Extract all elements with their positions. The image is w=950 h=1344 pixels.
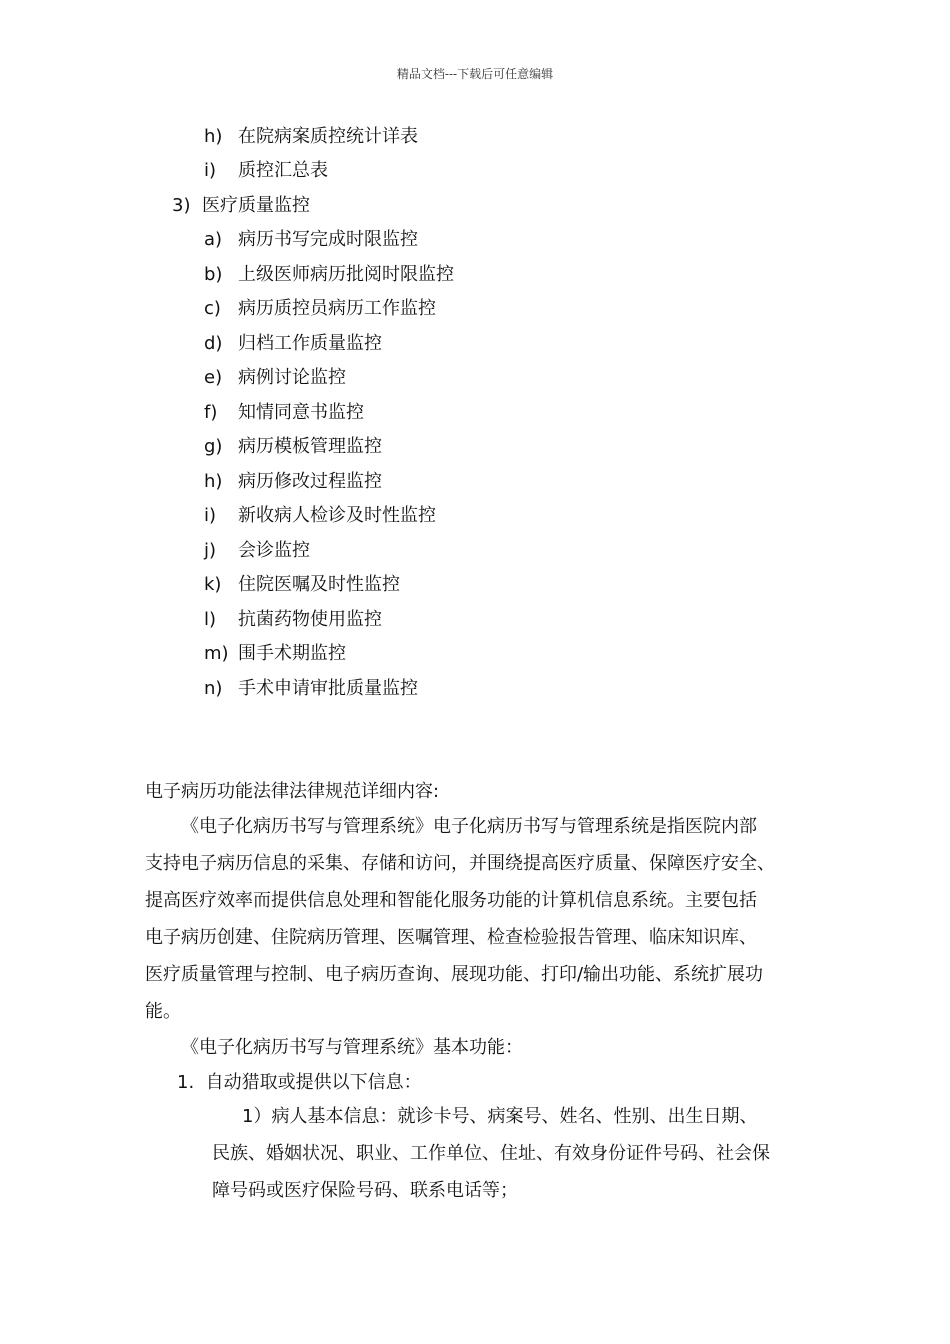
page-header: 精品文档---下载后可任意编辑 — [396, 67, 554, 81]
list-marker: g) — [204, 436, 223, 457]
list-marker: h) — [204, 126, 223, 147]
paragraph-line: 《电子化病历书写与管理系统》电子化病历书写与管理系统是指医院内部 — [181, 816, 757, 837]
paragraph-line: 障号码或医疗保险号码、联系电话等； — [212, 1180, 518, 1201]
list-marker: n) — [204, 677, 223, 699]
list-marker: b) — [204, 263, 223, 285]
list-item-text: 知情同意书监控 — [238, 401, 364, 423]
list-item — [204, 540, 310, 562]
section-marker: 3) — [172, 195, 191, 216]
section-heading — [172, 195, 310, 217]
section-title: 医疗质量监控 — [202, 195, 310, 216]
list-marker: d) — [204, 332, 223, 354]
list-item — [204, 402, 364, 424]
list-item-text: 围手术期监控 — [238, 643, 346, 664]
list-item — [204, 574, 400, 596]
paragraph-line: 民族、婚姻状况、职业、工作单位、住址、有效身份证件号码、社会保 — [212, 1143, 770, 1164]
list-item-text: 病历质控员病历工作监控 — [238, 298, 436, 319]
list-item-text: 归档工作质量监控 — [238, 332, 382, 354]
intro-paragraph — [145, 808, 775, 1030]
paragraph-line: 支持电子病历信息的采集、存储和访问，并围绕提高医疗质量、保障医疗安全、 — [145, 853, 775, 874]
list-item-text: 在院病案质控统计详表 — [238, 126, 418, 147]
sub-item-paragraph — [212, 1098, 770, 1209]
list-item — [204, 333, 382, 355]
body-heading: 电子病历功能法律法律规范详细内容: — [145, 781, 440, 802]
paragraph-line: 能。 — [145, 1001, 181, 1022]
list-item-text: 病历书写完成时限监控 — [238, 229, 418, 250]
list-marker: l) — [204, 608, 217, 630]
list-marker: h) — [204, 470, 223, 492]
list-item — [204, 609, 382, 631]
list-item-text: 抗菌药物使用监控 — [238, 608, 382, 630]
list-marker: a) — [204, 229, 223, 250]
list-item — [204, 678, 418, 700]
list-item — [204, 471, 382, 493]
list-item — [204, 505, 436, 527]
list-item — [204, 229, 418, 251]
list-item — [204, 298, 436, 320]
list-item-text: 住院医嘱及时性监控 — [238, 574, 400, 595]
list-item-text: 上级医师病历批阅时限监控 — [238, 263, 454, 285]
list-item — [204, 160, 328, 182]
list-item-text: 质控汇总表 — [238, 160, 328, 181]
list-item-text: 会诊监控 — [238, 539, 310, 561]
list-marker: i) — [204, 160, 217, 181]
paragraph-line: 1）病人基本信息：就诊卡号、病案号、姓名、性别、出生日期、 — [242, 1106, 758, 1127]
list-item — [204, 126, 418, 148]
list-marker: m) — [204, 643, 229, 664]
list-item — [204, 643, 346, 665]
list-item — [204, 436, 382, 458]
list-item-text: 病历模板管理监控 — [238, 436, 382, 457]
list-marker: k) — [204, 574, 222, 595]
list-marker: f) — [204, 401, 218, 423]
list-item-text: 手术申请审批质量监控 — [238, 677, 418, 699]
list-item-text: 病历修改过程监控 — [238, 470, 382, 492]
paragraph-line: 电子病历创建、住院病历管理、医嘱管理、检查检验报告管理、临床知识库、 — [145, 927, 757, 948]
basic-functions-heading: 《电子化病历书写与管理系统》基本功能： — [181, 1037, 523, 1058]
paragraph-line: 医疗质量管理与控制、电子病历查询、展现功能、打印/输出功能、系统扩展功 — [145, 964, 764, 985]
list-marker: e) — [204, 367, 223, 388]
numbered-item: 1. 自动猎取或提供以下信息： — [177, 1072, 422, 1093]
list-item — [204, 264, 454, 286]
list-marker: c) — [204, 298, 221, 319]
paragraph-line: 提高医疗效率而提供信息处理和智能化服务功能的计算机信息系统。主要包括 — [145, 890, 757, 911]
list-item-text: 病例讨论监控 — [238, 367, 346, 388]
list-item-text: 新收病人检诊及时性监控 — [238, 505, 436, 526]
list-marker: j) — [204, 539, 217, 561]
list-item — [204, 367, 346, 389]
list-marker: i) — [204, 505, 217, 526]
